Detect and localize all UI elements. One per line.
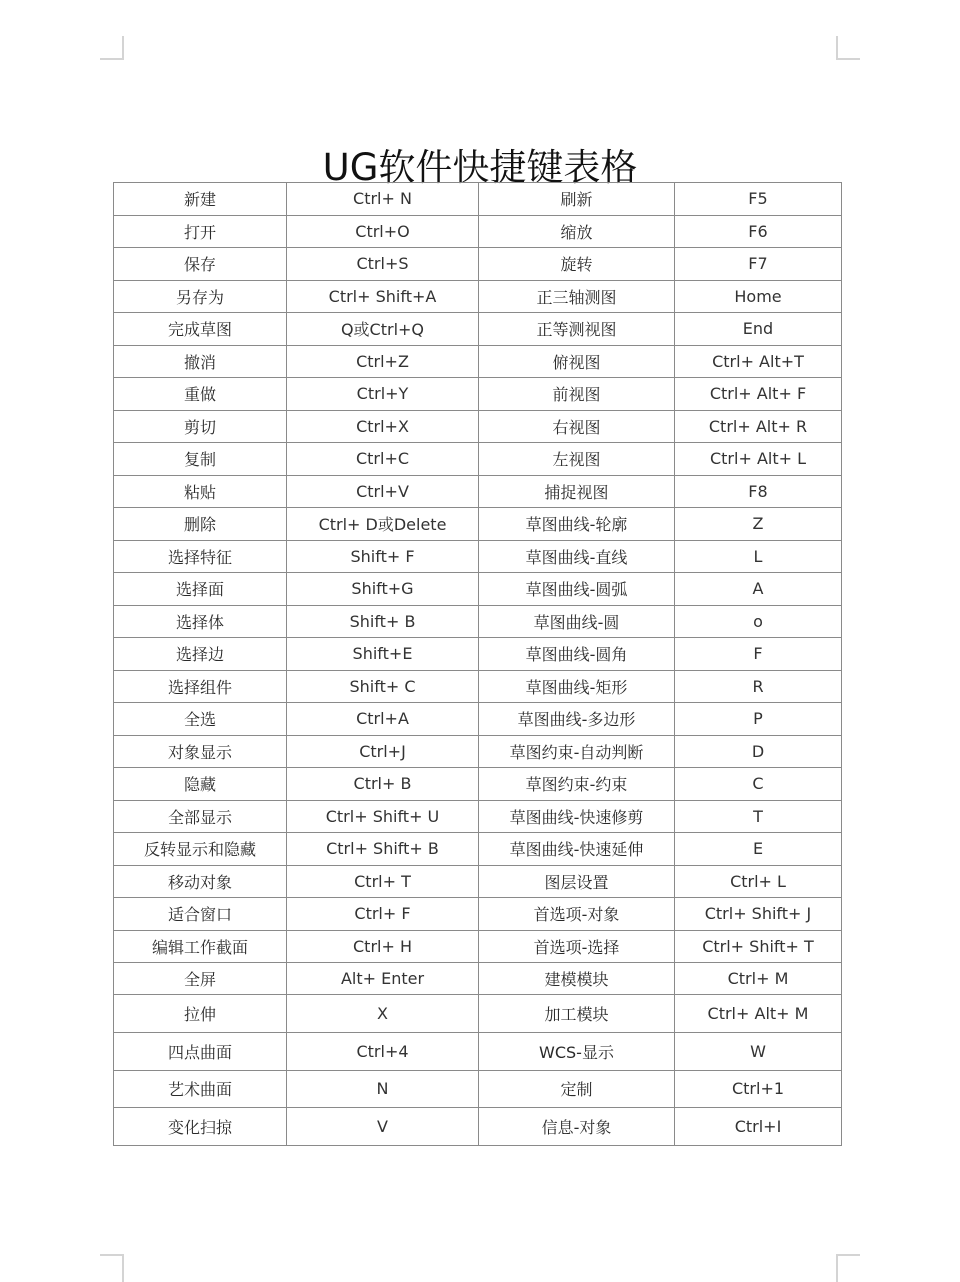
shortcut-key-cell: Ctrl+ T <box>287 865 479 898</box>
table-row <box>114 508 842 541</box>
table-row <box>114 735 842 768</box>
shortcut-key-cell: F7 <box>675 248 842 281</box>
action-cell: 草图曲线-多边形 <box>479 703 675 736</box>
action-cell: 草图约束-约束 <box>479 768 675 801</box>
action-cell: 捕捉视图 <box>479 475 675 508</box>
shortcut-key-cell: Alt+ Enter <box>287 963 479 995</box>
shortcut-key-cell: Ctrl+ Alt+ R <box>675 410 842 443</box>
table-row <box>114 930 842 963</box>
shortcut-key-cell: N <box>287 1070 479 1108</box>
action-cell: 草图曲线-矩形 <box>479 670 675 703</box>
page-corner-mark-top-left <box>100 36 124 60</box>
action-cell: 信息-对象 <box>479 1108 675 1146</box>
shortcut-key-cell: Ctrl+C <box>287 443 479 476</box>
table-row <box>114 638 842 671</box>
action-cell: 定制 <box>479 1070 675 1108</box>
shortcut-key-cell: Shift+G <box>287 573 479 606</box>
table-row <box>114 280 842 313</box>
action-cell: 选择面 <box>114 573 287 606</box>
shortcut-key-cell: F <box>675 638 842 671</box>
shortcut-key-cell: Ctrl+ L <box>675 865 842 898</box>
shortcut-key-cell: Ctrl+ Alt+ L <box>675 443 842 476</box>
table-row <box>114 800 842 833</box>
action-cell: 打开 <box>114 215 287 248</box>
action-cell: 反转显示和隐藏 <box>114 833 287 866</box>
action-cell: 删除 <box>114 508 287 541</box>
table-row <box>114 410 842 443</box>
shortcut-key-cell: Ctrl+ Alt+ F <box>675 378 842 411</box>
table-row <box>114 833 842 866</box>
shortcut-key-cell: Shift+E <box>287 638 479 671</box>
action-cell: 重做 <box>114 378 287 411</box>
shortcut-key-cell: Ctrl+ H <box>287 930 479 963</box>
table-row <box>114 1032 842 1070</box>
shortcut-key-cell: Ctrl+A <box>287 703 479 736</box>
action-cell: 首选项-选择 <box>479 930 675 963</box>
shortcut-key-cell: Shift+ B <box>287 605 479 638</box>
action-cell: 粘贴 <box>114 475 287 508</box>
shortcut-key-cell: Ctrl+J <box>287 735 479 768</box>
action-cell: 拉伸 <box>114 995 287 1033</box>
shortcut-key-cell: L <box>675 540 842 573</box>
action-cell: 草图曲线-圆弧 <box>479 573 675 606</box>
action-cell: 草图曲线-快速修剪 <box>479 800 675 833</box>
action-cell: 全部显示 <box>114 800 287 833</box>
table-row <box>114 475 842 508</box>
action-cell: 首选项-对象 <box>479 898 675 931</box>
shortcut-key-cell: Ctrl+Z <box>287 345 479 378</box>
action-cell: 左视图 <box>479 443 675 476</box>
table-row <box>114 1070 842 1108</box>
shortcut-key-cell: V <box>287 1108 479 1146</box>
page-corner-mark-bottom-left <box>100 1254 124 1282</box>
shortcut-key-cell: W <box>675 1032 842 1070</box>
table-row <box>114 248 842 281</box>
action-cell: 草图曲线-轮廓 <box>479 508 675 541</box>
table-row <box>114 1108 842 1146</box>
shortcut-key-cell: Ctrl+ M <box>675 963 842 995</box>
table-row <box>114 540 842 573</box>
action-cell: 俯视图 <box>479 345 675 378</box>
action-cell: WCS-显示 <box>479 1032 675 1070</box>
shortcut-key-cell: Ctrl+ Shift+ J <box>675 898 842 931</box>
table-row <box>114 768 842 801</box>
shortcut-key-cell: P <box>675 703 842 736</box>
shortcut-key-cell: Ctrl+ B <box>287 768 479 801</box>
action-cell: 全选 <box>114 703 287 736</box>
shortcut-key-cell: Shift+ C <box>287 670 479 703</box>
shortcut-key-cell: Ctrl+ N <box>287 183 479 216</box>
shortcut-key-cell: Ctrl+ F <box>287 898 479 931</box>
action-cell: 撤消 <box>114 345 287 378</box>
shortcut-key-cell: Ctrl+I <box>675 1108 842 1146</box>
action-cell: 图层设置 <box>479 865 675 898</box>
page-title: UG软件快捷键表格 <box>322 145 638 189</box>
shortcut-key-cell: Ctrl+ D或Delete <box>287 508 479 541</box>
table-row <box>114 345 842 378</box>
table-row <box>114 605 842 638</box>
shortcut-key-cell: R <box>675 670 842 703</box>
shortcut-key-cell: A <box>675 573 842 606</box>
table-row <box>114 215 842 248</box>
table-row <box>114 378 842 411</box>
action-cell: 选择特征 <box>114 540 287 573</box>
shortcut-key-cell: Ctrl+ Shift+A <box>287 280 479 313</box>
action-cell: 加工模块 <box>479 995 675 1033</box>
shortcut-key-cell: Q或Ctrl+Q <box>287 313 479 346</box>
action-cell: 右视图 <box>479 410 675 443</box>
action-cell: 适合窗口 <box>114 898 287 931</box>
action-cell: 编辑工作截面 <box>114 930 287 963</box>
action-cell: 草图曲线-圆角 <box>479 638 675 671</box>
shortcut-key-cell: Shift+ F <box>287 540 479 573</box>
action-cell: 前视图 <box>479 378 675 411</box>
table-row <box>114 313 842 346</box>
shortcut-table <box>113 182 842 1146</box>
table-row <box>114 573 842 606</box>
shortcut-key-cell: Ctrl+O <box>287 215 479 248</box>
action-cell: 另存为 <box>114 280 287 313</box>
shortcut-key-cell: D <box>675 735 842 768</box>
action-cell: 正三轴测图 <box>479 280 675 313</box>
action-cell: 选择组件 <box>114 670 287 703</box>
shortcut-key-cell: Ctrl+ Shift+ B <box>287 833 479 866</box>
action-cell: 保存 <box>114 248 287 281</box>
table-row <box>114 898 842 931</box>
shortcut-key-cell: Ctrl+ Alt+ M <box>675 995 842 1033</box>
table-row <box>114 703 842 736</box>
action-cell: 变化扫掠 <box>114 1108 287 1146</box>
action-cell: 剪切 <box>114 410 287 443</box>
shortcut-key-cell: F6 <box>675 215 842 248</box>
shortcut-key-cell: Ctrl+X <box>287 410 479 443</box>
shortcut-key-cell: o <box>675 605 842 638</box>
action-cell: 全屏 <box>114 963 287 995</box>
shortcut-key-cell: Ctrl+Y <box>287 378 479 411</box>
action-cell: 完成草图 <box>114 313 287 346</box>
shortcut-key-cell: Ctrl+ Shift+ T <box>675 930 842 963</box>
shortcut-key-cell: Ctrl+V <box>287 475 479 508</box>
shortcut-table-body <box>114 183 842 1146</box>
action-cell: 艺术曲面 <box>114 1070 287 1108</box>
action-cell: 建模模块 <box>479 963 675 995</box>
shortcut-key-cell: E <box>675 833 842 866</box>
table-row <box>114 443 842 476</box>
shortcut-key-cell: End <box>675 313 842 346</box>
table-row <box>114 995 842 1033</box>
action-cell: 选择体 <box>114 605 287 638</box>
table-row <box>114 183 842 216</box>
shortcut-key-cell: Ctrl+S <box>287 248 479 281</box>
table-row <box>114 963 842 995</box>
action-cell: 复制 <box>114 443 287 476</box>
shortcut-key-cell: F5 <box>675 183 842 216</box>
action-cell: 草图曲线-直线 <box>479 540 675 573</box>
action-cell: 四点曲面 <box>114 1032 287 1070</box>
table-row <box>114 865 842 898</box>
shortcut-key-cell: Home <box>675 280 842 313</box>
shortcut-key-cell: F8 <box>675 475 842 508</box>
page-corner-mark-bottom-right <box>836 1254 860 1282</box>
action-cell: 旋转 <box>479 248 675 281</box>
shortcut-key-cell: C <box>675 768 842 801</box>
shortcut-key-cell: Ctrl+ Shift+ U <box>287 800 479 833</box>
shortcut-key-cell: T <box>675 800 842 833</box>
shortcut-key-cell: Z <box>675 508 842 541</box>
shortcut-key-cell: Ctrl+ Alt+T <box>675 345 842 378</box>
shortcut-key-cell: X <box>287 995 479 1033</box>
shortcut-key-cell: Ctrl+1 <box>675 1070 842 1108</box>
action-cell: 草图约束-自动判断 <box>479 735 675 768</box>
action-cell: 草图曲线-圆 <box>479 605 675 638</box>
shortcut-key-cell: Ctrl+4 <box>287 1032 479 1070</box>
action-cell: 缩放 <box>479 215 675 248</box>
table-row <box>114 670 842 703</box>
action-cell: 选择边 <box>114 638 287 671</box>
action-cell: 新建 <box>114 183 287 216</box>
action-cell: 刷新 <box>479 183 675 216</box>
page-corner-mark-top-right <box>836 36 860 60</box>
action-cell: 草图曲线-快速延伸 <box>479 833 675 866</box>
action-cell: 移动对象 <box>114 865 287 898</box>
action-cell: 正等测视图 <box>479 313 675 346</box>
action-cell: 对象显示 <box>114 735 287 768</box>
action-cell: 隐藏 <box>114 768 287 801</box>
